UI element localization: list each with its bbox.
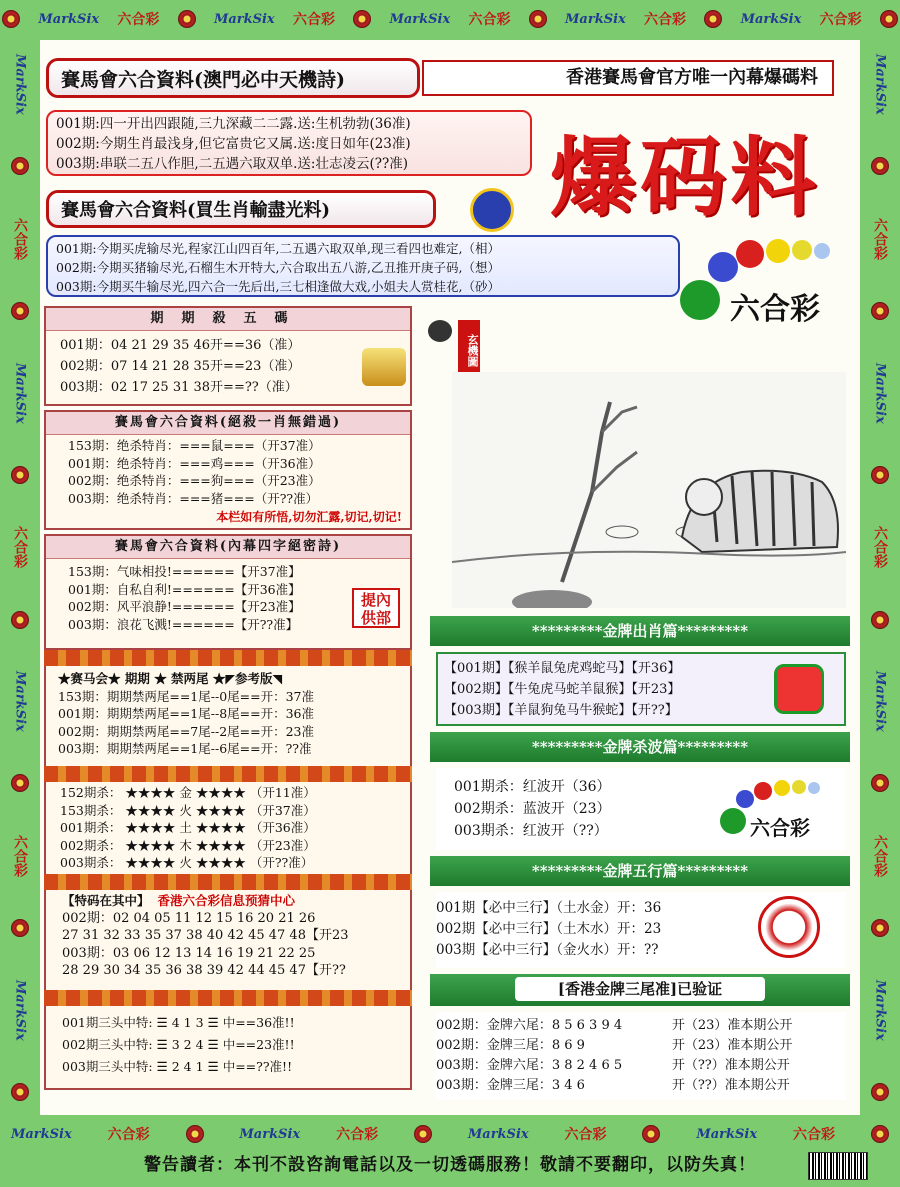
- poem-box: [46, 110, 532, 176]
- gold-zodiac-header: [430, 616, 850, 646]
- kill-one-row: 153期：绝杀特肖：===鼠===（开37准）: [68, 438, 321, 453]
- gold-tail-panel: [436, 1012, 846, 1100]
- buy-line: 002期:今期买猪输尽光,石榴生木开特大,六合取出五八游,乙丑推开庚子码,（想）: [56, 260, 500, 275]
- border-marksix: MarkSix: [740, 11, 802, 27]
- lhc-logo-text: 六合彩: [730, 292, 820, 327]
- gold-five-panel: [436, 892, 846, 968]
- kill-one-note: 本栏如有所悟,切勿汇露,切记,切记!: [216, 509, 402, 524]
- flower-icon: [11, 919, 29, 937]
- border-marksix: MarkSix: [389, 11, 451, 27]
- emblem-icon: [470, 188, 514, 232]
- wave-divider: [44, 990, 412, 1006]
- kill-one-row: 003期：绝杀特肖：===猪===（开??准）: [68, 490, 319, 506]
- flower-icon: [871, 611, 889, 629]
- flower-icon: [871, 774, 889, 792]
- four-char-row: 003期：浪花飞溅!======【开??准】: [68, 616, 299, 632]
- top-border: [0, 0, 900, 38]
- buy-box: [46, 235, 680, 297]
- gold-tail-row: 003期：金牌三尾：3 4 6 开（??）准本期公开: [436, 1078, 790, 1093]
- flower-icon: [178, 10, 196, 28]
- kill-five-row: 003期：02 17 25 31 38开==??（准）: [60, 380, 298, 395]
- ban-tail-panel: [44, 666, 412, 766]
- special-row: 003期：03 06 12 13 14 16 19 21 22 25: [62, 945, 316, 961]
- flower-icon: [642, 1125, 660, 1143]
- buy-pill: 賽馬會六合資料(買生肖輸盡光料): [46, 190, 436, 228]
- tiger-illustration: [452, 372, 846, 608]
- special-row: 28 29 30 34 35 36 38 39 42 44 45 47【开??: [62, 963, 346, 978]
- border-marksix: MarkSix: [872, 979, 888, 1041]
- gold-zodiac-row: 【002期】【牛兔虎马蛇羊鼠猴】【开23】: [444, 682, 681, 697]
- border-lhc: 六合彩: [292, 12, 335, 28]
- kill-one-panel: [44, 410, 412, 530]
- border-marksix: MarkSix: [38, 11, 100, 27]
- border-marksix: MarkSix: [10, 1126, 72, 1142]
- gold-tail-row: 002期：金牌三尾：8 6 9 开（23）准本期公开: [436, 1038, 793, 1053]
- border-lhc: 六合彩: [644, 12, 687, 28]
- three-head-row: 002期三头中特: ☰ 3 2 4 ☰ 中==23准!!: [62, 1037, 295, 1052]
- gold-five-title: *********金牌五行篇*********: [430, 856, 850, 886]
- border-lhc: 六合彩: [107, 1127, 150, 1143]
- flower-icon: [880, 10, 898, 28]
- ban-tail-row: 003期：期期禁两尾==1尾--6尾==开：??准: [58, 741, 312, 756]
- gold-tail-header: [430, 974, 850, 1006]
- border-lhc: 六合彩: [872, 217, 888, 260]
- kill-five-panel: [44, 306, 412, 406]
- kill-one-row: 001期：绝杀特肖：===鸡===（开36准）: [68, 455, 321, 471]
- border-marksix: MarkSix: [467, 1126, 529, 1142]
- border-lhc: 六合彩: [12, 834, 28, 877]
- border-marksix: MarkSix: [12, 671, 28, 732]
- gold-tail-row: 003期：金牌六尾：3 8 2 4 6 5 开（??）准本期公开: [436, 1058, 790, 1073]
- star-kill-row: 001期杀： ★★★★ 土 ★★★★ （开36准）: [60, 820, 316, 835]
- special-row: 002期：02 04 05 11 12 15 16 20 21 26: [62, 910, 316, 926]
- border-marksix: MarkSix: [872, 54, 888, 115]
- hk-emblem-icon: [758, 896, 820, 958]
- border-lhc: 六合彩: [12, 526, 28, 569]
- flower-icon: [871, 919, 889, 937]
- poem-line: 003期:串联二五八作胆,二五遇六取双单.送:壮志凌云(??准): [56, 156, 408, 172]
- stamp: 提內供部: [352, 588, 400, 628]
- tiger-drawing-icon: [452, 372, 846, 608]
- flower-icon: [414, 1125, 432, 1143]
- star-kill-row: 002期杀： ★★★★ 木 ★★★★ （开23准）: [60, 837, 316, 853]
- big-title: 爆码料: [550, 127, 820, 228]
- flower-icon: [529, 10, 547, 28]
- gold-five-header: [430, 856, 850, 886]
- gold-five-row: 003期【必中三行】（金火水）开：??: [436, 942, 659, 958]
- star-kill-panel: [44, 782, 412, 874]
- flower-icon: [11, 157, 29, 175]
- gold-wave-title: *********金牌杀波篇*********: [430, 732, 850, 762]
- gold-wave-panel: [436, 768, 846, 850]
- ban-tail-row: 153期：期期禁两尾==1尾--0尾==开：37准: [58, 688, 315, 704]
- kill-five-row: 001期：04 21 29 35 46开==36（准）: [60, 338, 301, 353]
- border-marksix: MarkSix: [12, 362, 28, 424]
- four-char-title: 賽馬會六合資料(內幕四字絕密詩): [46, 536, 410, 559]
- kill-five-title: 期期殺五碼: [46, 308, 410, 331]
- flower-icon: [2, 10, 20, 28]
- border-marksix: MarkSix: [12, 54, 28, 115]
- fist-icon: [774, 664, 824, 714]
- border-marksix: MarkSix: [565, 11, 626, 27]
- warning-text: 警告讀者：本刊不設咨詢電話以及一切透碼服務！敬請不要翻印，以防失真！: [0, 1150, 900, 1187]
- ban-tail-row: 001期：期期禁两尾==1尾--8尾==开：36准: [58, 706, 315, 721]
- border-lhc: 六合彩: [872, 834, 888, 877]
- wave-divider: [44, 766, 412, 782]
- gold-five-row: 001期【必中三行】（土水金）开：36: [436, 900, 662, 916]
- flower-icon: [11, 302, 29, 320]
- border-lhc: 六合彩: [793, 1127, 836, 1143]
- gold-tail-row: 002期：金牌六尾：8 5 6 3 9 4 开（23）准本期公开: [436, 1018, 793, 1033]
- poem-line: 002期:今期生肖最浅身,但它富贵它又属.送:度日如年(23准): [56, 136, 411, 152]
- special-right: 香港六合彩信息预猜中心: [157, 893, 295, 908]
- header-pill: 賽馬會六合資料(澳門必中天機詩): [46, 58, 420, 98]
- border-marksix: MarkSix: [696, 1126, 758, 1142]
- flower-icon: [186, 1125, 204, 1143]
- kill-one-title: 賽馬會六合資料(絕殺一肖無錯過): [46, 412, 410, 435]
- header-right-title: 香港賽馬會官方唯一內幕爆碼料: [422, 60, 834, 96]
- right-border: [860, 40, 900, 1115]
- hand-icon: [428, 320, 452, 342]
- gold-zodiac-row: 【001期】【猴羊鼠兔虎鸡蛇马】【开36】: [444, 661, 681, 676]
- gold-wave-row: 003期杀：红波开（??）: [454, 823, 608, 839]
- gold-wave-row: 001期杀：红波开（36）: [454, 779, 611, 795]
- border-lhc: 六合彩: [872, 526, 888, 569]
- gold-zodiac-title: *********金牌出肖篇*********: [430, 616, 850, 646]
- page-content: [40, 40, 860, 1115]
- star-kill-row: 153期杀： ★★★★ 火 ★★★★ （开37准）: [60, 802, 316, 818]
- lhc-logo-text-small: 六合彩: [750, 816, 810, 840]
- four-char-row: 153期：气味相投!======【开37准】: [68, 564, 301, 579]
- buy-line: 003期:今期买牛输尽光,四六合一先后出,三七相逢做大戏,小姐夫人赏桂花,（砂）: [56, 279, 500, 294]
- ban-tail-row: 002期：期期禁两尾==7尾--2尾==开：23准: [58, 723, 315, 739]
- buy-line: 001期:今期买虎输尽光,程家江山四百年,二五遇六取双单,现三看四也难定,（相）: [56, 241, 500, 256]
- gold-zodiac-panel: [436, 652, 846, 726]
- wave-divider: [44, 874, 412, 890]
- gold-five-row: 002期【必中三行】（土木水）开：23: [436, 921, 662, 937]
- flower-icon: [704, 10, 722, 28]
- border-lhc: 六合彩: [117, 12, 160, 28]
- three-head-row: 003期三头中特: ☰ 2 4 1 ☰ 中==??准!!: [62, 1059, 293, 1074]
- border-lhc: 六合彩: [336, 1127, 379, 1143]
- xuanji-label: 玄機圖: [458, 320, 480, 380]
- border-lhc: 六合彩: [564, 1127, 607, 1143]
- border-marksix: MarkSix: [239, 1126, 301, 1142]
- gold-wave-header: [430, 732, 850, 762]
- ewin-logo-icon: [362, 348, 406, 386]
- flower-icon: [11, 611, 29, 629]
- flower-icon: [871, 1083, 889, 1101]
- star-kill-row: 152期杀： ★★★★ 金 ★★★★ （开11准）: [60, 785, 316, 800]
- special-left: 【特码在其中】: [62, 893, 150, 908]
- gold-wave-row: 002期杀：蓝波开（23）: [454, 801, 611, 817]
- border-marksix: MarkSix: [12, 979, 28, 1041]
- four-char-panel: [44, 534, 412, 650]
- poem-line: 001期:四一开出四跟随,三九深藏二二露.送:生机勃勃(36准): [56, 116, 411, 132]
- border-lhc: 六合彩: [468, 12, 511, 28]
- barcode-icon: [808, 1152, 868, 1180]
- four-char-row: 001期：自私自利!======【开36准】: [68, 581, 301, 597]
- border-marksix: MarkSix: [872, 362, 888, 424]
- gold-zodiac-row: 【003期】【羊鼠狗兔马牛猴蛇】【开??】: [444, 703, 678, 718]
- four-char-row: 002期：风平浪静!======【开23准】: [68, 599, 301, 614]
- flower-icon: [11, 774, 29, 792]
- left-border: [0, 40, 40, 1115]
- star-kill-row: 003期杀： ★★★★ 火 ★★★★ （开??准）: [60, 855, 314, 870]
- border-marksix: MarkSix: [872, 671, 888, 732]
- flower-icon: [871, 1125, 889, 1143]
- flower-icon: [871, 466, 889, 484]
- border-marksix: MarkSix: [213, 11, 275, 27]
- flower-icon: [11, 466, 29, 484]
- three-head-panel: [44, 1006, 412, 1090]
- bottom-border: [0, 1118, 900, 1150]
- kill-five-row: 002期：07 14 21 28 35开==23（准）: [60, 359, 301, 374]
- kill-one-row: 002期：绝杀特肖：===狗===（开23准）: [68, 473, 321, 488]
- border-lhc: 六合彩: [12, 217, 28, 260]
- flower-icon: [871, 157, 889, 175]
- gold-tail-title: [香港金牌三尾准]已验证: [515, 977, 765, 1001]
- flower-icon: [11, 1083, 29, 1101]
- flower-icon: [353, 10, 371, 28]
- special-row: 27 31 32 33 35 37 38 40 42 45 47 48【开23: [62, 928, 349, 943]
- three-head-row: 001期三头中特: ☰ 4 1 3 ☰ 中==36准!!: [62, 1015, 295, 1030]
- border-lhc: 六合彩: [819, 12, 862, 28]
- special-header: [62, 892, 394, 910]
- ban-tail-title: ★赛马会★ 期期 ★ 禁两尾 ★◤参考版◥: [58, 671, 283, 686]
- special-panel: [44, 890, 412, 990]
- wave-divider: [44, 650, 412, 666]
- flower-icon: [871, 302, 889, 320]
